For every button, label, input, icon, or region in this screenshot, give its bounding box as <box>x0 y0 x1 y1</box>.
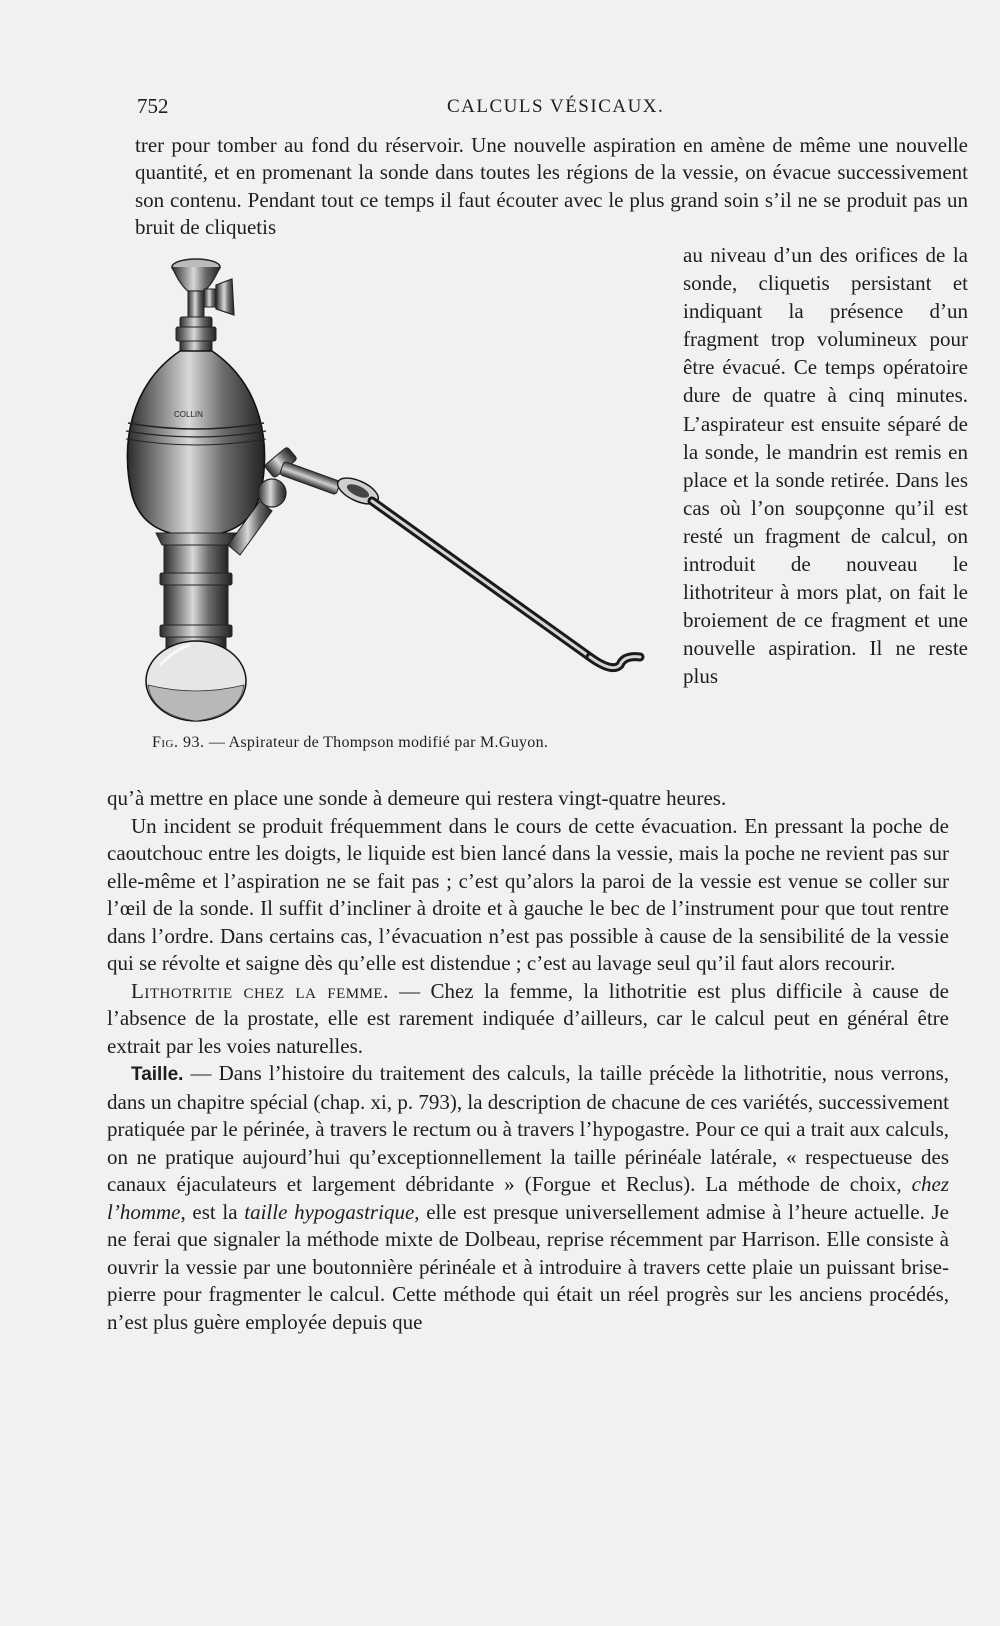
taille-italic-homme: chez l’homme <box>107 1172 949 1224</box>
right-column-paragraph: au niveau d’un des orifices de la sonde, cliquetis persistant et indiquant la présence d’un fragment trop volumineux pour être évacué. Ce temps opératoire dure de quatre à cinq minutes. L’aspirateur est ensuite séparé de la sonde, le mandrin est remis en place et la sonde retirée. Dans les cas où l’on soupçonne qu’il est resté un fragment de calcul, on introduit de nouveau le lithotriteur à mors plat, on fait le broiement de ce fragment et une nouvelle aspiration. Il ne reste plus <box>683 243 968 689</box>
incident-paragraph: Un incident se produit fréquemment dans le cours de cette évacuation. En pressant la poche de caoutchouc entre les doigts, le liquide est bien lancé dans la vessie, mais la poche ne revient pas sur elle-même et l’aspiration ne se fait pas ; c’est qu’alors la paroi de la vessie est venue se coller sur l’œil de la sonde. Il suffit d’incliner à droite et à gauche le bec de l’instrument pour que tout rentre dans l’ordre. Dans certains cas, l’évacuation n’est pas possible à cause de la sensibilité de la vessie qui se révolte et saigne dès qu’elle est distendue ; c’est au lavage seul qu’il faut alors recourir. <box>107 813 949 975</box>
running-head: CALCULS VÉSICAUX. <box>447 96 665 117</box>
page-header <box>137 94 940 126</box>
bottom-text-block <box>107 785 949 1336</box>
continuation-line: qu’à mettre en place une sonde à demeure qui restera vingt-quatre heures. <box>107 786 727 810</box>
page-number: 752 <box>137 94 169 118</box>
taille-text-3: , elle est presque universellement admise à l’heure actuelle. Je ne ferai que signaler la méthode mixte de Dolbeau, reprise récemment par Harrison. Elle consiste à ouvrir la vessie par une boutonnière périnéale et à introduire à travers cette plaie un puissant brise-pierre pour fragmenter le calcul. Cette méthode qui était un réel progrès sur les anciens procédés, n’est plus guère employée depuis que <box>107 1199 949 1334</box>
femme-paragraph <box>107 978 949 1061</box>
taille-text-2: , est la <box>180 1199 245 1224</box>
taille-heading: Taille. <box>131 1064 184 1085</box>
figure-caption <box>152 734 548 752</box>
engraved-mark: COLLIN <box>174 410 203 419</box>
femme-text: — Chez la femme, la lithotritie est plus difficile à cause de l’absence de la prostate, elle est rarement indiquée d’ailleurs, car le calcul peut en général être extrait par les voies naturelles. <box>107 978 949 1058</box>
top-paragraph: trer pour tomber au fond du réservoir. Une nouvelle aspiration en amène de même une nouvelle quantité, et en promenant la sonde dans toutes les régions de la vessie, on évacue successivement son contenu. Pendant tout ce temps il faut écouter avec le plus grand soin s’il ne se produit pas un bruit de cliquetis <box>135 133 968 239</box>
taille-text-1: — Dans l’histoire du traitement des calculs, la taille précède la lithotritie, nous verrons, dans un chapitre spécial (chap. xi, p. 793), la description de chacune de ces variétés, successivement pratiquée par le périnée, à travers le rectum ou à travers l’hypogastre. Pour ce qui a trait aux calculs, on ne pratique aujourd’hui qu’exceptionnellement la taille périnéale latérale, « respectueuse des canaux éjaculateurs et largement débridante » (Forgue et Reclus). La méthode de choix, <box>107 1061 950 1196</box>
aspirator-illustration <box>120 245 680 725</box>
right-column-text <box>683 241 968 691</box>
taille-paragraph <box>107 1060 949 1336</box>
figure-caption-text: — Aspirateur de Thompson modifié par M.Guyon. <box>208 734 549 751</box>
femme-heading: Lithotritie chez la femme. <box>131 978 389 1003</box>
taille-italic-hypogastrique: taille hypogastrique <box>244 1199 415 1224</box>
top-paragraph-block <box>135 132 968 241</box>
figure-label: Fig. 93. <box>152 734 205 751</box>
figure-93 <box>120 245 680 785</box>
